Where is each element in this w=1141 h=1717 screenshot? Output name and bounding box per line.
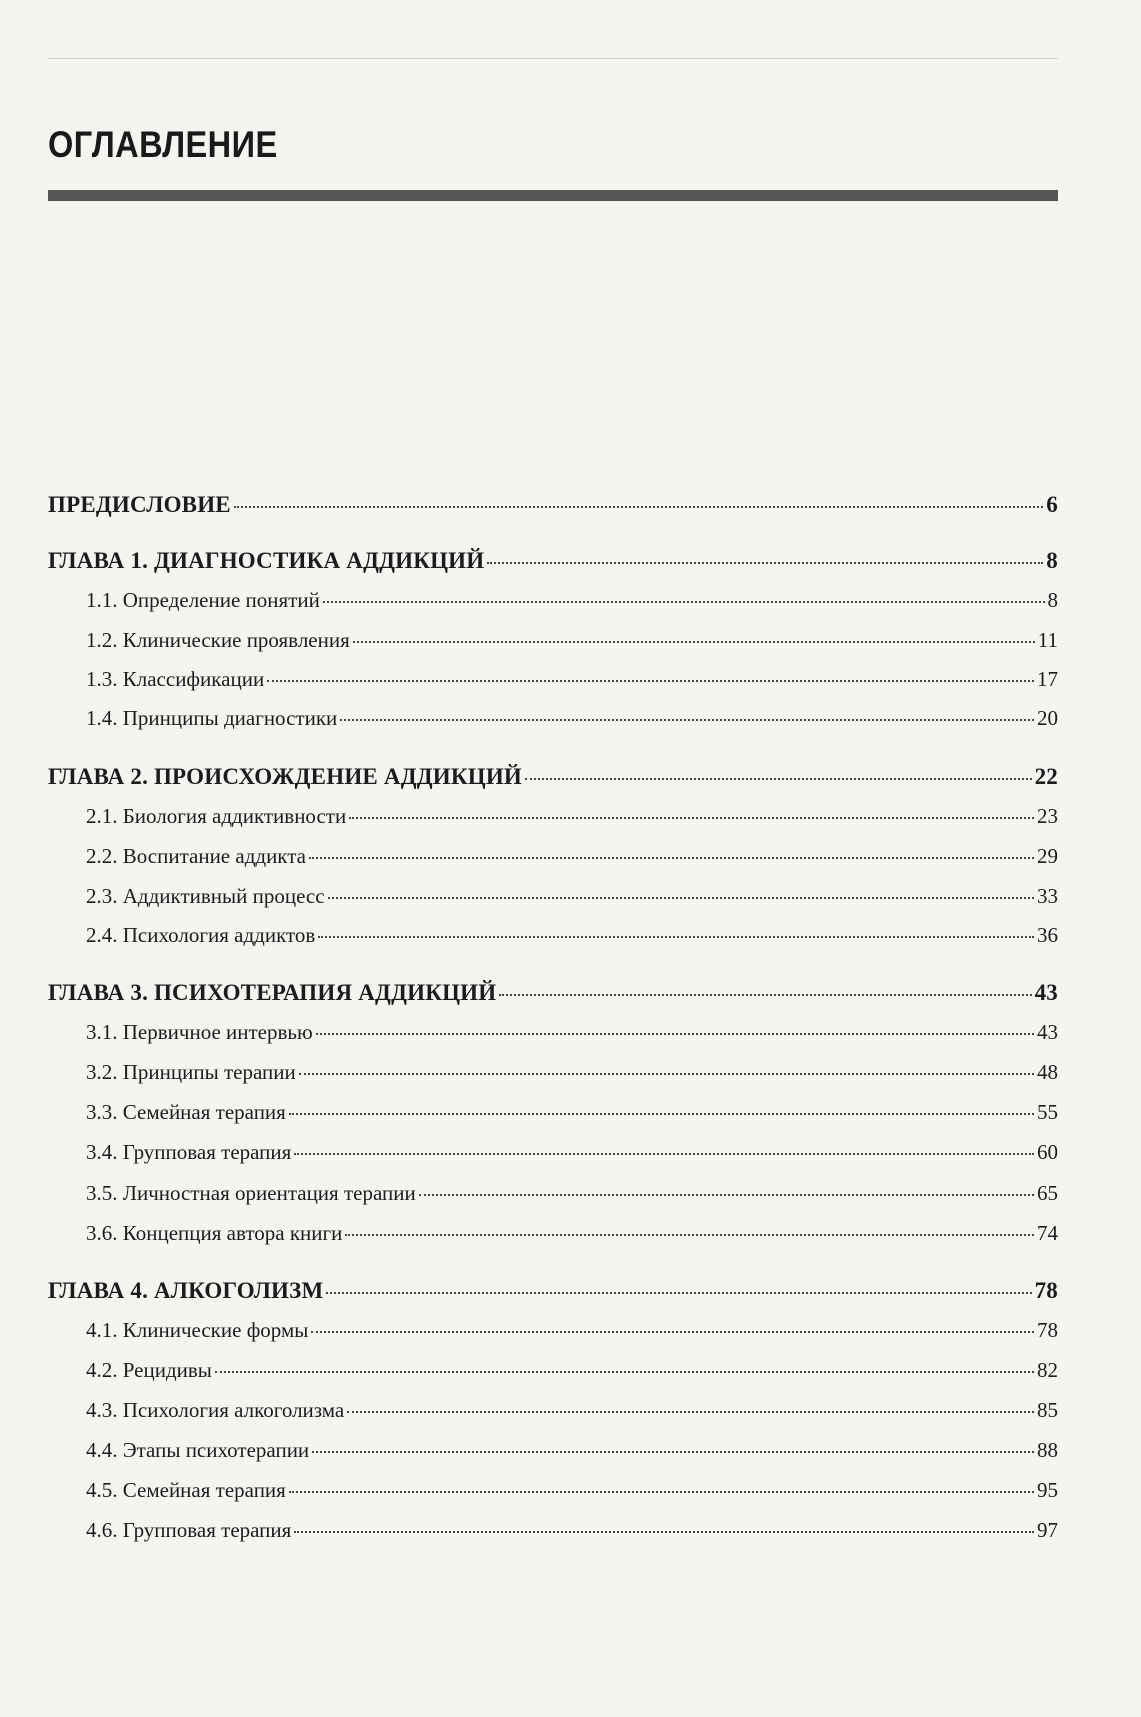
toc-section-entry bbox=[48, 706, 1058, 731]
toc-entry-page-number: 11 bbox=[1037, 628, 1058, 652]
toc-entry-label: 2.1. Биология аддиктивности bbox=[86, 804, 347, 828]
dot-leader bbox=[419, 1194, 1034, 1196]
toc-entry-label: 3.3. Семейная терапия bbox=[86, 1100, 286, 1124]
toc-entry-page-number: 78 bbox=[1037, 1318, 1058, 1342]
toc-chapter-entry bbox=[48, 1278, 1058, 1304]
toc-entry-page-number: 29 bbox=[1037, 844, 1058, 868]
toc-entry-page-number: 17 bbox=[1037, 667, 1058, 691]
toc-entry-label: 4.4. Этапы психотерапии bbox=[86, 1438, 310, 1462]
dot-leader bbox=[353, 641, 1035, 643]
toc-section-entry bbox=[48, 1358, 1058, 1383]
toc-section-entry bbox=[48, 923, 1058, 948]
toc-entry-label: 4.3. Психология алкоголизма bbox=[86, 1398, 345, 1422]
dot-leader bbox=[323, 601, 1045, 603]
toc-section-entry bbox=[48, 667, 1058, 692]
page-title: ОГЛАВЛЕНИЕ bbox=[48, 124, 278, 165]
toc-entry-label: 4.6. Групповая терапия bbox=[86, 1518, 292, 1542]
toc-chapter-entry bbox=[48, 492, 1058, 518]
toc-entry-label: ГЛАВА 2. ПРОИСХОЖДЕНИЕ АДДИКЦИЙ bbox=[48, 764, 522, 789]
toc-chapter-entry bbox=[48, 764, 1058, 790]
toc-section-entry bbox=[48, 588, 1058, 613]
dot-leader bbox=[294, 1153, 1034, 1155]
toc-entry-page-number: 95 bbox=[1037, 1478, 1058, 1502]
dot-leader bbox=[318, 936, 1034, 938]
dot-leader bbox=[340, 719, 1034, 721]
toc-entry-page-number: 97 bbox=[1037, 1518, 1058, 1542]
dot-leader bbox=[309, 857, 1034, 859]
toc-entry-label: 4.2. Рецидивы bbox=[86, 1358, 212, 1382]
toc-section-entry bbox=[48, 1181, 1058, 1206]
toc-chapter-entry bbox=[48, 548, 1058, 574]
toc-entry-page-number: 55 bbox=[1037, 1100, 1058, 1124]
toc-entry-label: 1.1. Определение понятий bbox=[86, 588, 320, 612]
toc-entry-page-number: 85 bbox=[1037, 1398, 1058, 1422]
toc-entry-label: 4.1. Клинические формы bbox=[86, 1318, 309, 1342]
toc-entry-label: 3.4. Групповая терапия bbox=[86, 1140, 292, 1164]
toc-entry-page-number: 23 bbox=[1037, 804, 1058, 828]
toc-entry-page-number: 60 bbox=[1037, 1140, 1058, 1164]
toc-entry-label: 2.2. Воспитание аддикта bbox=[86, 844, 306, 868]
dot-leader bbox=[349, 817, 1034, 819]
toc-section-entry bbox=[48, 1221, 1058, 1246]
toc-entry-label: ГЛАВА 3. ПСИХОТЕРАПИЯ АДДИКЦИЙ bbox=[48, 980, 497, 1005]
toc-entry-label: 2.3. Аддиктивный процесс bbox=[86, 884, 325, 908]
dot-leader bbox=[294, 1531, 1034, 1533]
toc-entry-label: ГЛАВА 1. ДИАГНОСТИКА АДДИКЦИЙ bbox=[48, 548, 485, 573]
toc-entry-label: ПРЕДИСЛОВИЕ bbox=[48, 492, 231, 517]
dot-leader bbox=[267, 680, 1034, 682]
dot-leader bbox=[525, 778, 1032, 780]
toc-entry-label: 3.5. Личностная ориентация терапии bbox=[86, 1181, 416, 1205]
dot-leader bbox=[316, 1033, 1034, 1035]
toc-section-entry bbox=[48, 804, 1058, 829]
toc-entry-page-number: 43 bbox=[1034, 980, 1058, 1005]
toc-entry-label: 3.2. Принципы терапии bbox=[86, 1060, 296, 1084]
toc-entry-label: 3.6. Концепция автора книги bbox=[86, 1221, 343, 1245]
toc-entry-page-number: 6 bbox=[1046, 492, 1058, 517]
toc-section-entry bbox=[48, 1438, 1058, 1463]
toc-section-entry bbox=[48, 1398, 1058, 1423]
toc-entry-page-number: 8 bbox=[1046, 548, 1058, 573]
toc-section-entry bbox=[48, 1020, 1058, 1045]
toc-section-entry bbox=[48, 884, 1058, 909]
dot-leader bbox=[289, 1491, 1034, 1493]
toc-entry-page-number: 33 bbox=[1037, 884, 1058, 908]
toc-entry-label: 4.5. Семейная терапия bbox=[86, 1478, 286, 1502]
toc-entry-page-number: 65 bbox=[1037, 1181, 1058, 1205]
dot-leader bbox=[312, 1451, 1034, 1453]
toc-section-entry bbox=[48, 1140, 1058, 1165]
title-underline-bar bbox=[48, 190, 1058, 201]
dot-leader bbox=[487, 562, 1043, 564]
dot-leader bbox=[289, 1113, 1034, 1115]
toc-entry-page-number: 74 bbox=[1037, 1221, 1058, 1245]
toc-chapter-entry bbox=[48, 980, 1058, 1006]
toc-entry-page-number: 82 bbox=[1037, 1358, 1058, 1382]
header-rule bbox=[48, 58, 1058, 59]
dot-leader bbox=[326, 1292, 1031, 1294]
dot-leader bbox=[499, 994, 1031, 996]
toc-entry-page-number: 43 bbox=[1037, 1020, 1058, 1044]
toc-entry-label: 1.2. Клинические проявления bbox=[86, 628, 350, 652]
toc-section-entry bbox=[48, 1318, 1058, 1343]
toc-entry-page-number: 78 bbox=[1034, 1278, 1058, 1303]
dot-leader bbox=[328, 897, 1034, 899]
dot-leader bbox=[299, 1073, 1034, 1075]
dot-leader bbox=[234, 506, 1043, 508]
toc-entry-page-number: 36 bbox=[1037, 923, 1058, 947]
toc-section-entry bbox=[48, 844, 1058, 869]
toc-entry-label: 2.4. Психология аддиктов bbox=[86, 923, 316, 947]
toc-entry-page-number: 8 bbox=[1047, 588, 1058, 612]
toc-entry-label: 1.3. Классификации bbox=[86, 667, 265, 691]
dot-leader bbox=[215, 1371, 1034, 1373]
dot-leader bbox=[347, 1411, 1034, 1413]
toc-entry-label: ГЛАВА 4. АЛКОГОЛИЗМ bbox=[48, 1278, 324, 1303]
toc-entry-page-number: 88 bbox=[1037, 1438, 1058, 1462]
toc-entry-label: 3.1. Первичное интервью bbox=[86, 1020, 313, 1044]
toc-entry-page-number: 48 bbox=[1037, 1060, 1058, 1084]
toc-entry-page-number: 20 bbox=[1037, 706, 1058, 730]
toc-entry-label: 1.4. Принципы диагностики bbox=[86, 706, 338, 730]
toc-section-entry bbox=[48, 1478, 1058, 1503]
toc-section-entry bbox=[48, 628, 1058, 653]
toc-section-entry bbox=[48, 1060, 1058, 1085]
toc-section-entry bbox=[48, 1100, 1058, 1125]
dot-leader bbox=[311, 1331, 1034, 1333]
dot-leader bbox=[345, 1234, 1034, 1236]
toc-section-entry bbox=[48, 1518, 1058, 1543]
toc-entry-page-number: 22 bbox=[1034, 764, 1058, 789]
